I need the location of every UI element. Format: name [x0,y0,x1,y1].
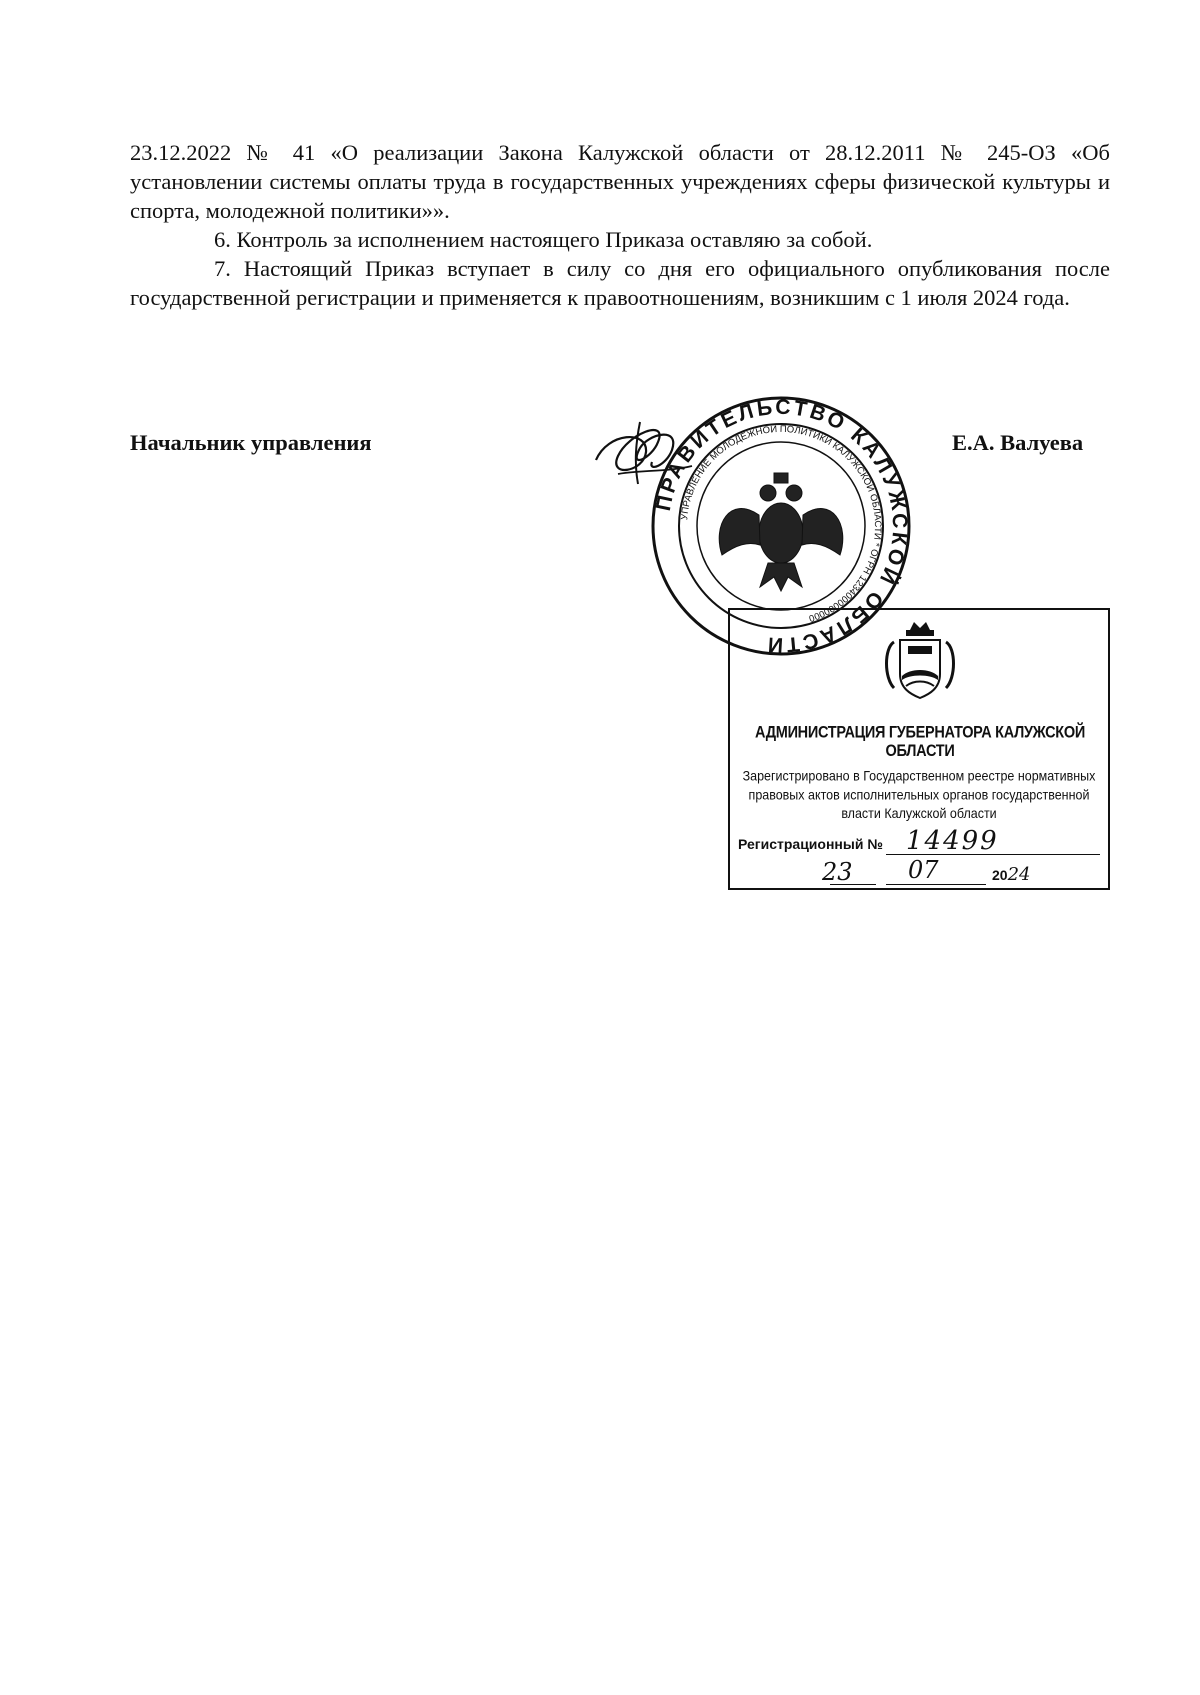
stamp-number-label: Регистрационный № [738,836,883,852]
stamp-day: 23 [822,858,853,886]
signature-name: Е.А. Валуева [952,430,1084,455]
signature-title: Начальник управления [130,430,372,455]
paragraph-6: 6. Контроль за исполнением настоящего Приказа оставляю за собой. [214,227,873,252]
paragraph-reference: 23.12.2022 № 41 «О реализации Закона Калужской области от 28.12.2011 № 245-ОЗ «Об установлении системы оплаты труда в государственных учреждениях сферы физической культуры и спорта, молодежной политики»». [130,140,1110,223]
stamp-admin-title: АДМИНИСТРАЦИЯ ГУБЕРНАТОРА КАЛУЖСКОЙ ОБЛАСТИ [755,723,1085,761]
stamp-registration-note: Зарегистрировано в Государственном реестре нормативных правовых актов исполнительных органов государственной власти Калужской области [742,768,1096,822]
seal-outer-textpath: ПРАВИТЕЛЬСТВО КАЛУЖСКОЙ ОБЛАСТИ [651,395,912,657]
paragraph-7: 7. Настоящий Приказ вступает в силу со дня его официального опубликования после государственной регистрации и применяется к правоотношениям, возникшим с 1 июля 2024 года. [130,256,1110,310]
stamp-date-row [822,856,1102,888]
seal-inner-textpath: УПРАВЛЕНИЕ МОЛОДЕЖНОЙ ПОЛИТИКИ КАЛУЖСКОЙ ОБЛАСТИ * ОГРН 1234000000000 [679,423,884,624]
stamp-year-suffix: 24 [1007,864,1031,885]
stamp-month: 07 [908,856,939,884]
stamp-month-line [886,884,986,885]
document-body [130,138,1110,312]
eagle-emblem-icon [719,473,843,591]
stamp-year-prefix: 20 [992,867,1008,883]
registration-stamp [728,608,1110,890]
stamp-number-row [738,826,1100,856]
stamp-number-value: 14499 [906,826,999,856]
kaluga-coat-of-arms-icon [880,618,960,700]
stamp-year [992,864,1030,885]
